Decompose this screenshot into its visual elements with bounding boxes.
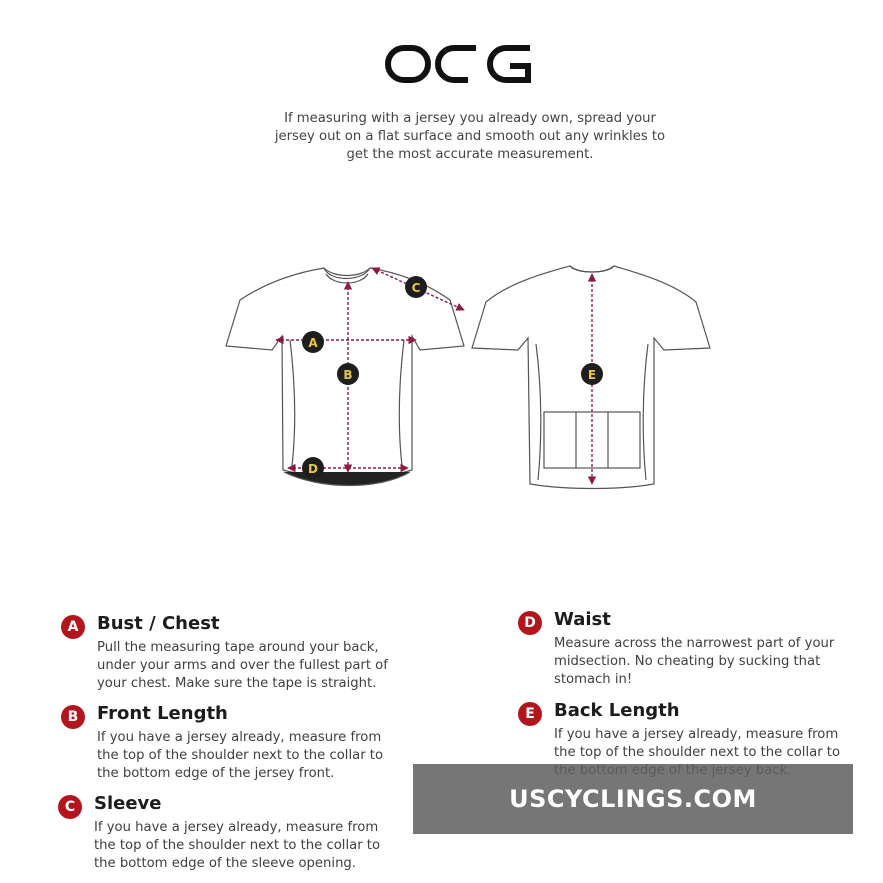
- svg-text:C: C: [411, 281, 421, 295]
- marker-d: [302, 457, 324, 479]
- ocg-logo: [382, 44, 534, 84]
- measurement-title: Back Length: [554, 700, 680, 721]
- measurement-title: Front Length: [97, 703, 228, 724]
- intro-text: If measuring with a jersey you already own, spread your jersey out on a flat surface and smooth out any wrinkles to get the most accurate measurement.: [274, 111, 666, 162]
- badge-b: B: [61, 705, 85, 729]
- badge-d: D: [518, 611, 542, 635]
- svg-text:A: A: [308, 336, 318, 350]
- svg-text:D: D: [308, 462, 318, 476]
- marker-b: [337, 363, 359, 385]
- measurement-description: If you have a jersey already, measure from the top of the shoulder next to the collar to the bottom edge of the sleeve opening.: [94, 820, 381, 871]
- measurement-description: Measure across the narrowest part of your midsection. No cheating by sucking that stomach in!: [554, 636, 835, 687]
- jersey-diagram: [0, 250, 883, 510]
- measurement-description: If you have a jersey already, measure from the top of the shoulder next to the collar to: [554, 727, 841, 760]
- watermark-banner: USCYCLINGS.COM: [413, 764, 853, 834]
- badge-e: E: [518, 702, 542, 726]
- marker-a: [302, 331, 324, 353]
- marker-e: [581, 363, 603, 385]
- svg-text:B: B: [343, 368, 353, 382]
- badge-c: C: [58, 795, 82, 819]
- measurement-title: Sleeve: [94, 793, 162, 814]
- svg-text:E: E: [587, 368, 597, 382]
- measurement-description: If you have a jersey already, measure from the top of the shoulder next to the collar to the bottom edge of the jersey front.: [97, 730, 384, 781]
- measurement-title: Bust / Chest: [97, 613, 220, 634]
- measurement-title: Waist: [554, 609, 611, 630]
- measurement-description: Pull the measuring tape around your back, under your arms and over the fullest part of your chest. Make sure the tape is straight.: [97, 640, 388, 691]
- badge-a: A: [61, 615, 85, 639]
- marker-c: [405, 276, 427, 298]
